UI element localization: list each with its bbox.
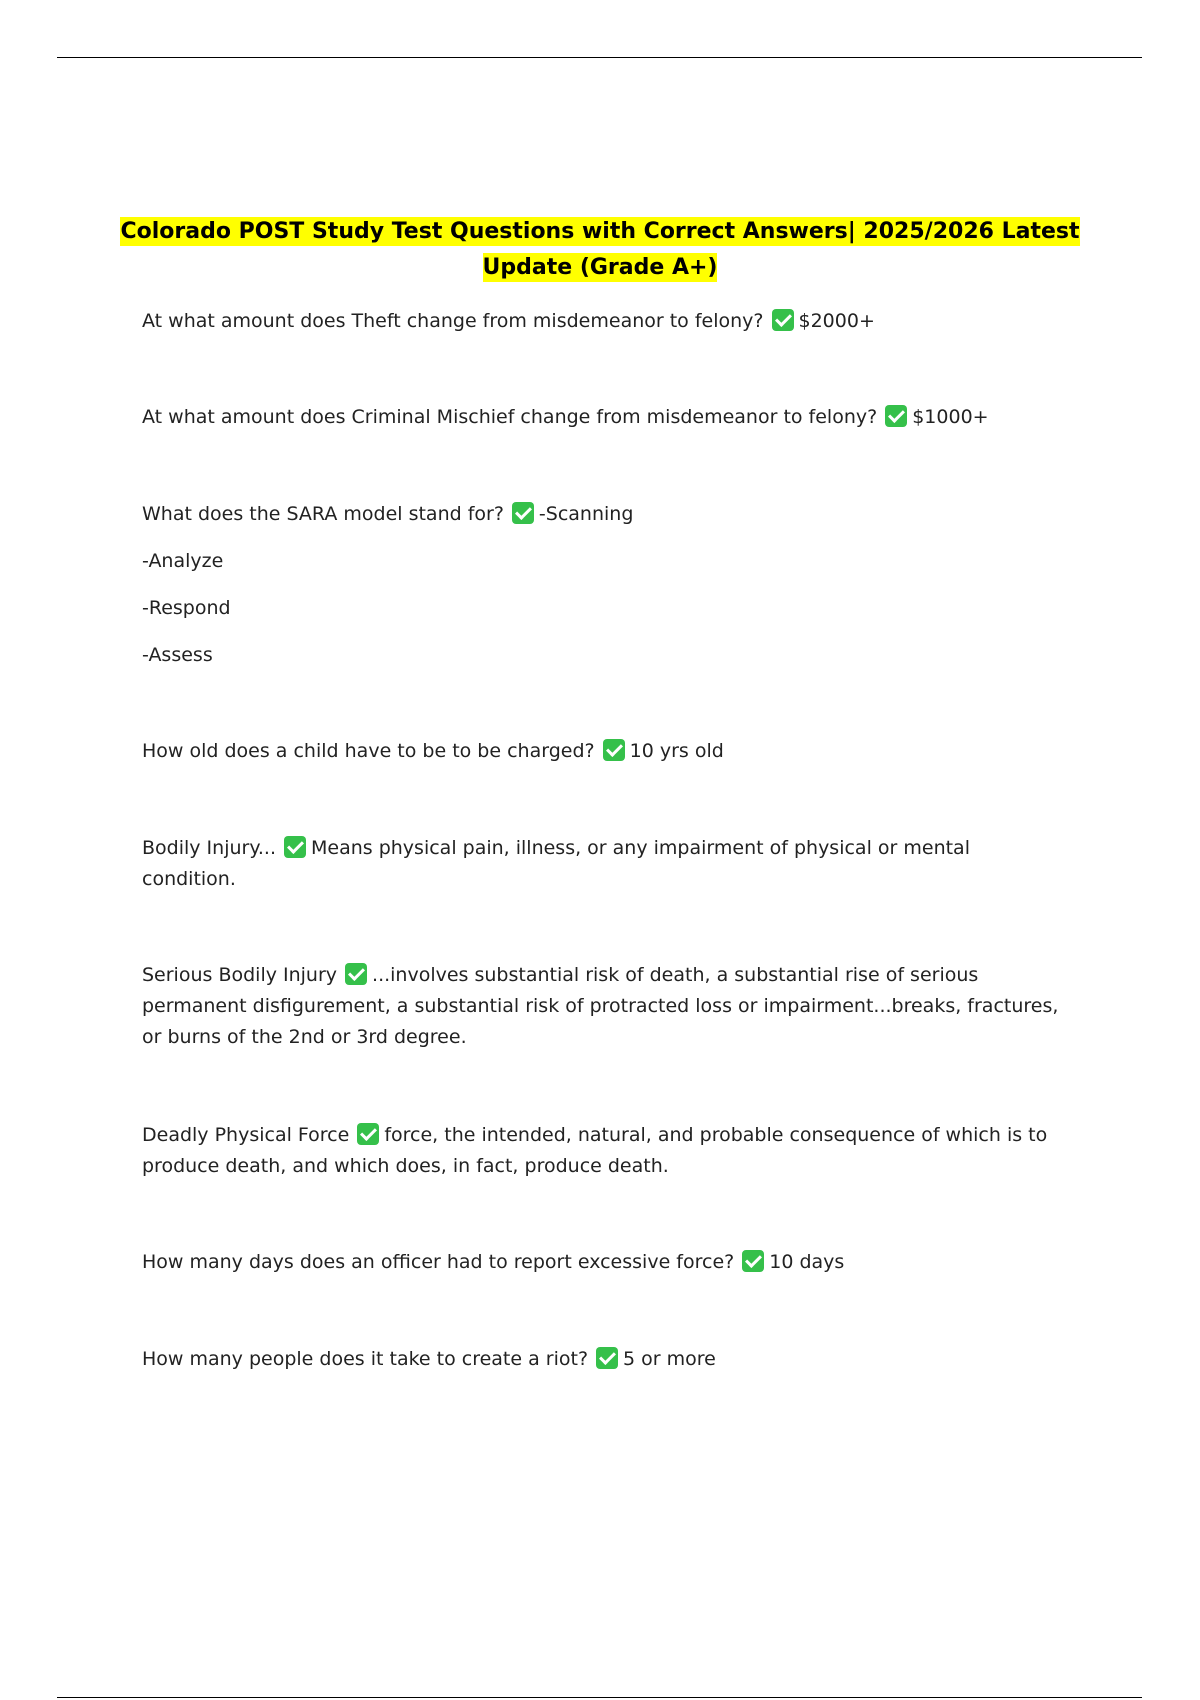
check-mark-icon — [357, 1123, 379, 1145]
question-text: How old does a child have to be to be charged? — [142, 740, 595, 762]
qa-item — [142, 1120, 1062, 1182]
qa-item — [142, 960, 1062, 1053]
document-title — [100, 214, 1100, 286]
check-mark-icon — [603, 739, 625, 761]
check-mark-icon — [345, 963, 367, 985]
answer-text: $2000+ — [798, 310, 875, 332]
check-mark-icon — [742, 1250, 764, 1272]
qa-item — [142, 1344, 1062, 1375]
answer-text: -Scanning — [538, 503, 634, 525]
qa-item — [142, 306, 1062, 337]
check-mark-icon — [284, 836, 306, 858]
qa-item — [142, 499, 1062, 530]
check-mark-icon — [772, 309, 794, 331]
question-text: Deadly Physical Force — [142, 1124, 350, 1146]
answer-text: ...involves substantial risk of death, a substantial rise of serious permanent disfigurement, a substantial risk of protracted loss or impairment...breaks, fractures, or burns of the 2nd or 3rd degree. — [142, 964, 1059, 1048]
answer-text: $1000+ — [912, 406, 989, 428]
qa-item — [142, 736, 1062, 767]
title-line-1: Colorado POST Study Test Questions with Correct Answers| 2025/2026 Latest — [120, 219, 1080, 244]
answer-text: Means physical pain, illness, or any impairment of physical or mental condition. — [142, 837, 970, 890]
question-text: How many days does an officer had to report excessive force? — [142, 1251, 735, 1273]
answer-continuation: -Analyze — [142, 550, 224, 572]
answer-continuation: -Respond — [142, 597, 231, 619]
bottom-rule — [57, 1697, 1142, 1698]
check-mark-icon — [512, 502, 534, 524]
answer-continuation: -Assess — [142, 644, 213, 666]
check-mark-icon — [596, 1347, 618, 1369]
question-text: Serious Bodily Injury — [142, 964, 338, 986]
question-text: Bodily Injury... — [142, 837, 276, 859]
qa-item — [142, 402, 1062, 433]
qa-item — [142, 1247, 1062, 1278]
answer-text: force, the intended, natural, and probable consequence of which is to produce death, and which does, in fact, produce death. — [142, 1124, 1048, 1177]
title-line-2: Update (Grade A+) — [482, 255, 718, 280]
question-text: At what amount does Theft change from misdemeanor to felony? — [142, 310, 764, 332]
answer-text: 5 or more — [623, 1348, 716, 1370]
answer-text: 10 days — [769, 1251, 845, 1273]
question-text: What does the SARA model stand for? — [142, 503, 504, 525]
question-text: How many people does it take to create a riot? — [142, 1348, 589, 1370]
question-text: At what amount does Criminal Mischief change from misdemeanor to felony? — [142, 406, 878, 428]
check-mark-icon — [885, 405, 907, 427]
qa-item — [142, 833, 1062, 895]
top-rule — [57, 57, 1142, 58]
answer-text: 10 yrs old — [629, 740, 724, 762]
